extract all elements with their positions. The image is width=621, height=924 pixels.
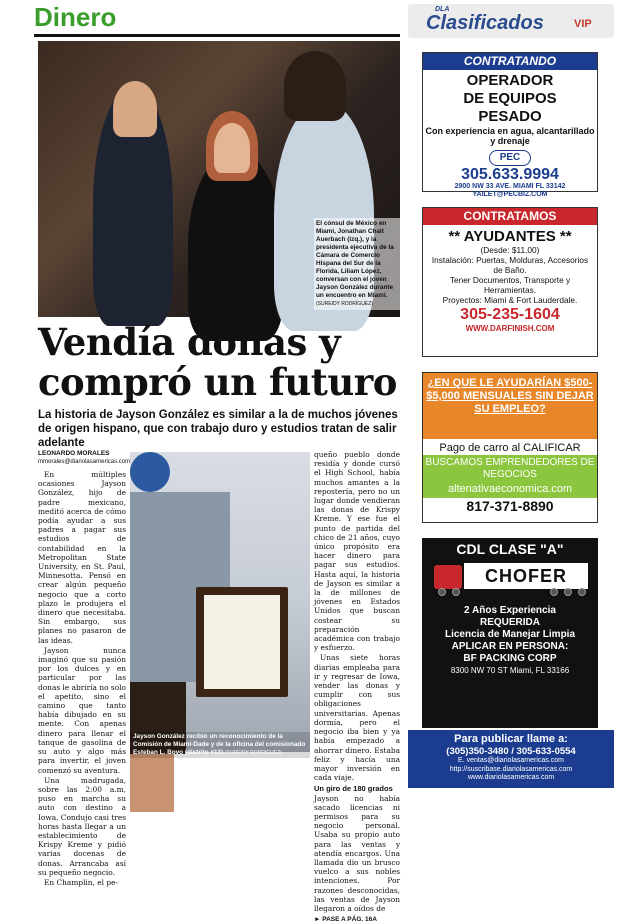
ad4-line: REQUERIDA xyxy=(479,617,540,628)
ad4-line: Licencia de Manejar Limpia xyxy=(444,629,576,640)
truck-wheel xyxy=(564,588,572,596)
photo2-caption xyxy=(130,732,310,758)
clasificados-dla: DLA xyxy=(435,6,450,13)
paragraph: En múltiples ocasiones Jayson González, hijo de padre mexicano, meditó acerca de cómo podía ayudar a sus padres a pagar sus estudios de contabilidad en la Metropolitan State University, en St. Paul, Minnesotta. Pensó en crear algún pequeño negocio que a corto plazo le produjera el dinero que necesitaba. Sin embargo, sus planes no pasaron de las ideas. xyxy=(38,470,126,645)
ad4-header: CDL CLASE "A" xyxy=(456,541,564,557)
paragraph: Unas siete horas diarias empleaba para ir y regresar de Iowa, vender las donas y cumplir con sus obligaciones universitarias. Apenas dormía, pero el negocio iba bien y ya había empezado a ahorrar dinero. Estaba feliz y hacía una mayor inversión en cada viaje. xyxy=(314,653,400,783)
person-lopez-face xyxy=(214,123,250,173)
author-email[interactable]: mmorales@diariolasamericas.com xyxy=(38,459,131,465)
ad2-title: ** AYUDANTES ** xyxy=(448,228,572,245)
ad1-email[interactable]: YAILET@PECBIZ.COM xyxy=(472,191,548,198)
jump-text: PASE A PÁG. 16A xyxy=(322,916,377,924)
truck-wheel xyxy=(550,588,558,596)
ad-ingresos xyxy=(422,372,598,523)
photo2-caption-text: Jayson González recibió un reconocimiento de la Comisión de Miami-Dade y de la oficina del comisionado Esteban L. Bovo (distrito #13) xyxy=(133,733,306,756)
byline xyxy=(38,450,131,466)
ad1-address: 2900 NW 33 AVE. MIAMI FL 33142 xyxy=(454,183,566,190)
clasificados-logo: Clasificados xyxy=(426,12,544,34)
person-jayson-hair xyxy=(284,51,346,121)
person-consul-face xyxy=(113,81,157,137)
ad3-mid: Pago de carro al CALIFICAR xyxy=(439,442,581,454)
jump-line: ► PASE A PÁG. 16A xyxy=(314,916,377,924)
publish-email[interactable]: E. ventas@diariolasamericas.com xyxy=(458,757,564,764)
award-certificate xyxy=(204,595,280,689)
truck-trailer-label: CHOFER xyxy=(464,563,588,589)
ad-operador xyxy=(422,52,598,198)
ad2-header: CONTRATAMOS xyxy=(423,208,597,225)
ad4-line: BF PACKING CORP xyxy=(463,653,557,664)
truck-wheel xyxy=(438,588,446,596)
paragraph: En Champlin, el pe- xyxy=(44,877,118,887)
article-column-1 xyxy=(38,470,126,887)
photo2-credit: (SUREIDY RODRÍGUEZ) xyxy=(224,750,282,756)
article-deck: La historia de Jayson González es similar a la de muchos jóvenes de origen hispano, que con trabajo duro y estudios tratan de salir adelante xyxy=(38,409,398,449)
chamber-logo xyxy=(130,452,170,492)
paragraph: queño pueblo donde residía y donde cursó el High School, había muchos amantes a la repostería, pero no un lugar donde vendieran las donas de Krispy Kreme. Y ese fue el punto de partida del chico de 21 años, cuyo único propósito era hacer dinero para pagar sus estudios. Hasta aquí, la historia de Jayson es similar a la de millones de jóvenes en Estados Unidos que buscan costear su preparación académica con trabajo y esfuerzo. xyxy=(314,450,400,653)
ad2-web[interactable]: WWW.DARFINISH.COM xyxy=(465,324,555,333)
section-rule xyxy=(34,34,400,37)
truck-wheel xyxy=(452,588,460,596)
ad2-phone[interactable]: 305-235-1604 xyxy=(460,306,560,323)
photo1-caption-text: El cónsul de México en Miami, Jonathan Chait Auerbach (izq.), y la presidenta ejecutiva de la Cámara de Comercio Hispana del Sur de la Florida, Liliam López, conversan con el joven Jayson González durante un encuentro en Miami. xyxy=(316,220,394,299)
ad1-header: CONTRATANDO xyxy=(423,53,597,70)
article-headline: Vendía donas y compró un futuro xyxy=(38,320,397,404)
ad-ayudantes xyxy=(422,207,598,357)
person-jayson-face xyxy=(130,754,174,812)
photo1-caption xyxy=(314,218,400,310)
publish-box xyxy=(408,730,614,788)
publish-phones[interactable]: (305)350-3480 / 305-633-0554 xyxy=(446,746,576,757)
section-title: Dinero xyxy=(34,2,117,32)
ad1-title3: PESADO xyxy=(478,108,542,125)
paragraph: Jayson no había sacado licencias ni permisos para su negocio personal. Usaba su propio auto para las ventas y atendía encargos. Una llamada dio un brusco vuelco a sus nobles intenciones. Por razones desconocidas, las ventas de Jayson llegaron a oídos de xyxy=(314,793,400,913)
paragraph: Jayson nunca imaginó que su pasión por los dulces y en particular por las donas le abriría no solo el apetito, sino el camino que tanto había dibujado en su mente. Con apenas dinero para llenar el tanque de gasolina de su auto y algo más para invertir, el joven comenzó su aventura. xyxy=(38,645,126,775)
pec-logo: PEC xyxy=(489,150,531,166)
author-name: LEONARDO MORALES xyxy=(38,450,110,457)
ad1-phone[interactable]: 305.633.9994 xyxy=(461,166,559,183)
ad4-line: 8300 NW 70 ST Miami, FL 33166 xyxy=(450,666,570,675)
publish-url[interactable]: http://suscribase.diariolasamericas.com xyxy=(449,765,573,773)
truck-cab xyxy=(434,565,462,589)
ad3-phone[interactable]: 817-371-8890 xyxy=(466,498,554,514)
ad2-line: (Desde: $11.00) xyxy=(480,245,540,255)
paragraph: Una madrugada, sobre las 2:00 a.m, puso en marcha su auto con destino a Iowa. Condujo casi tres horas hasta llegar a un establecimiento de Krispy Kreme y pidió varias docenas de donas. Arrancaba así su pequeño negocio. xyxy=(38,775,126,877)
ad-chofer xyxy=(422,538,598,728)
clasificados-header xyxy=(408,4,614,38)
ad2-line: Instalación: Puertas, Molduras, Accesorios de Baño. xyxy=(431,255,589,275)
ad3-headline: ¿EN QUE LE AYUDARÍAN $500- $5,000 MENSUALES SIN DEJAR SU EMPLEO? xyxy=(423,373,597,439)
ad3-web[interactable]: altenativaeconomica.com xyxy=(423,483,597,498)
subhead: Un giro de 180 grados xyxy=(314,784,393,794)
photo1-credit: (SUREIDY RODRÍGUEZ) xyxy=(316,301,373,307)
ad2-line: Proyectos: Miami & Fort Lauderdale. xyxy=(442,295,578,305)
ad4-line: 2 Años Experiencia xyxy=(464,605,556,616)
ad1-sub: Con experiencia en agua, alcantarillado y drenaje xyxy=(425,126,595,146)
ad2-line: Tener Documentos, Transporte y Herramientas. xyxy=(449,275,571,295)
truck-icon xyxy=(430,561,590,595)
publish-url[interactable]: www.diariolasamericas.com xyxy=(467,774,555,781)
ad1-title2: DE EQUIPOS xyxy=(463,90,557,107)
truck-wheel xyxy=(578,588,586,596)
clasificados-vip: VIP xyxy=(574,18,592,30)
award-frame xyxy=(196,587,288,697)
ad3-green: BUSCAMOS EMPRENDEDORES DE NEGOCIOS xyxy=(423,455,597,483)
ad1-title1: OPERADOR xyxy=(466,72,554,89)
publish-title: Para publicar llame a: xyxy=(454,733,568,745)
article-column-2 xyxy=(314,450,400,924)
photo-jayson-award xyxy=(130,452,310,752)
ad4-line: APLICAR EN PERSONA: xyxy=(451,641,569,652)
